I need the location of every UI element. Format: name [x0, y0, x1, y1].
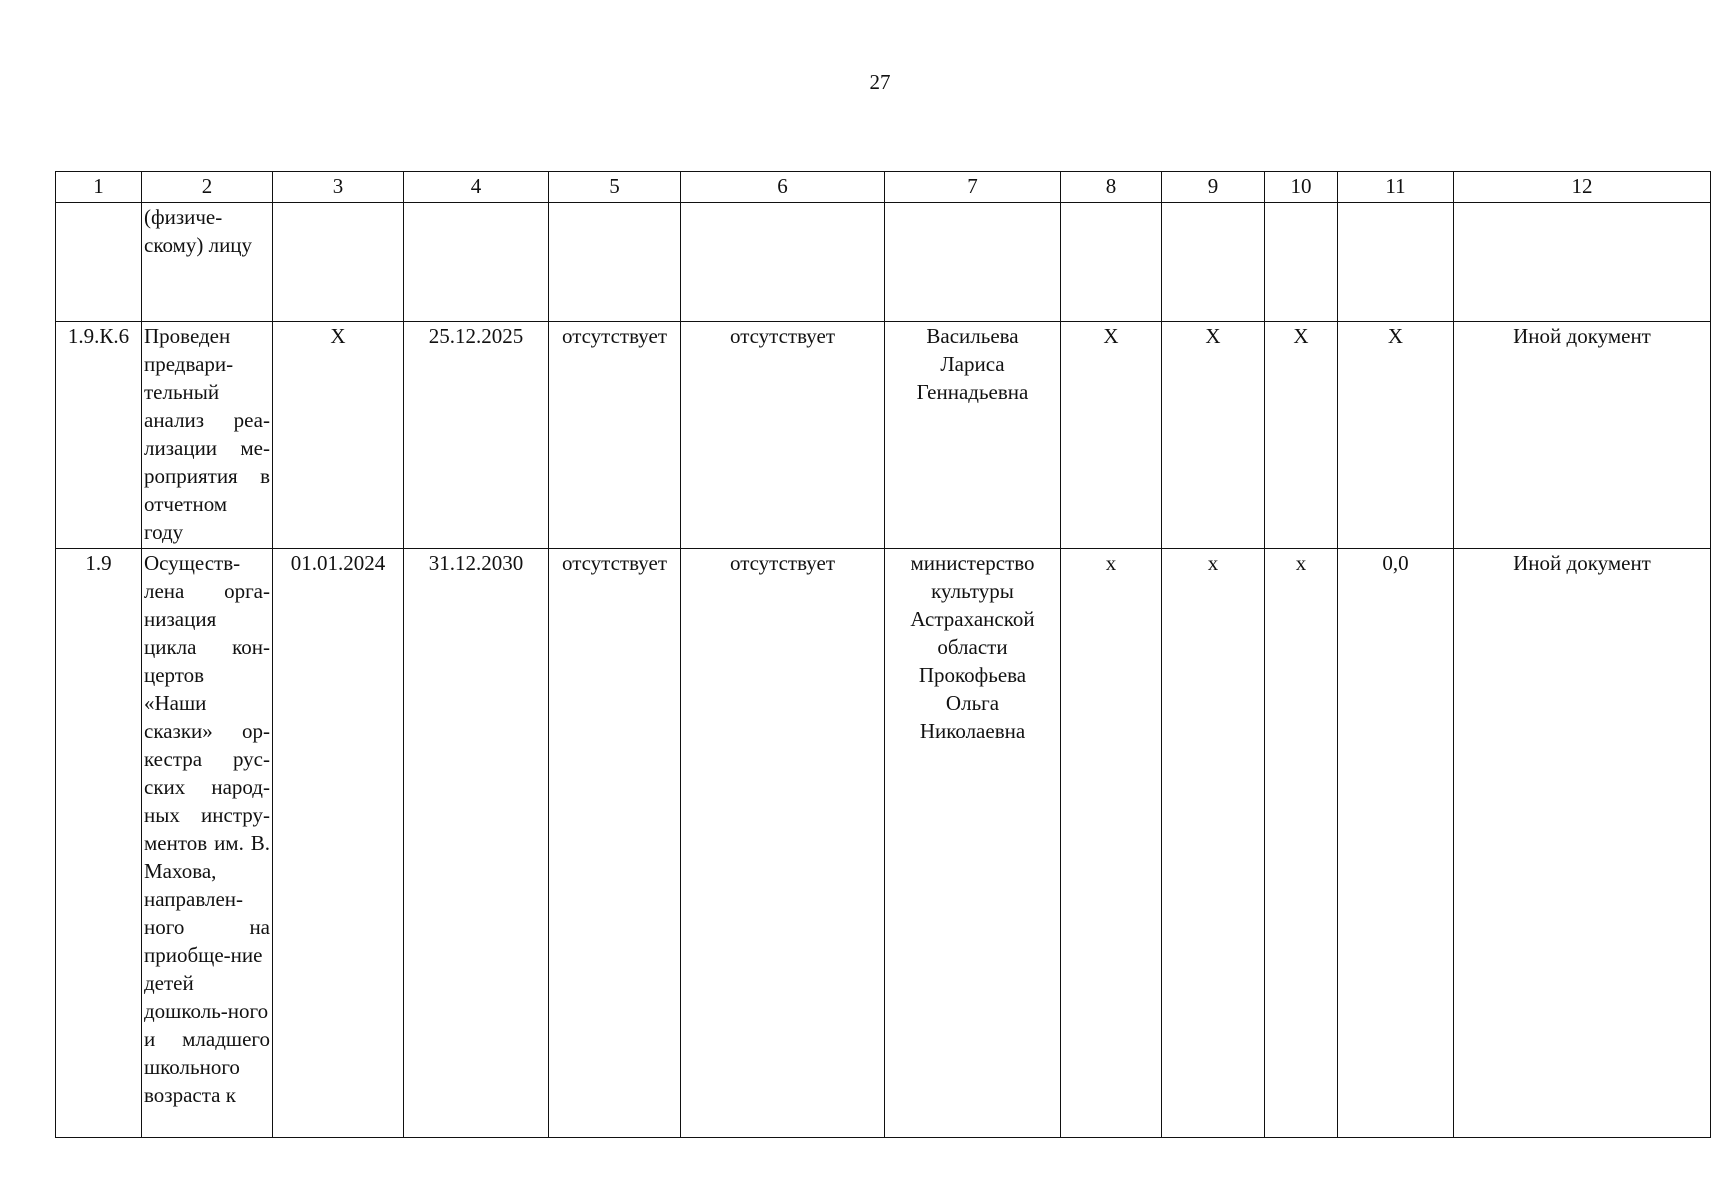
cell-9: Х: [1162, 322, 1265, 549]
cell-10: Х: [1265, 322, 1338, 549]
column-number: 6: [681, 172, 885, 203]
cell-9: [1162, 203, 1265, 322]
start-date-cell: Х: [273, 322, 404, 549]
document-type-cell: Иной документ: [1454, 322, 1711, 549]
cell-8: [1061, 203, 1162, 322]
start-date-cell: [273, 203, 404, 322]
column-number: 11: [1338, 172, 1454, 203]
event-description-cell: Проведен предвари-тельный анализ реа-лизации ме-роприятия в отчетном году: [142, 322, 273, 549]
column-number: 4: [404, 172, 549, 203]
responsible-cell: [885, 203, 1061, 322]
start-date-cell: 01.01.2024: [273, 549, 404, 1138]
cell-6: отсутствует: [681, 322, 885, 549]
cell-11: Х: [1338, 322, 1454, 549]
cell-5: отсутствует: [549, 549, 681, 1138]
data-table: [55, 171, 1711, 1138]
cell-11: [1338, 203, 1454, 322]
table-row: [56, 549, 1711, 1138]
end-date-cell: 31.12.2030: [404, 549, 549, 1138]
table-row: [56, 322, 1711, 549]
column-number: 9: [1162, 172, 1265, 203]
event-description-cell: (физиче- скому) лицу: [142, 203, 273, 322]
cell-11: 0,0: [1338, 549, 1454, 1138]
end-date-cell: 25.12.2025: [404, 322, 549, 549]
page-number: 27: [869, 70, 891, 94]
cell-8: Х: [1061, 322, 1162, 549]
column-number: 10: [1265, 172, 1338, 203]
cell-10: х: [1265, 549, 1338, 1138]
row-code-cell: 1.9: [56, 549, 142, 1138]
document-type-cell: Иной документ: [1454, 549, 1711, 1138]
column-number: 7: [885, 172, 1061, 203]
row-code-cell: [56, 203, 142, 322]
row-code-cell: 1.9.К.6: [56, 322, 142, 549]
column-number: 1: [56, 172, 142, 203]
table-row: [56, 203, 1711, 322]
cell-8: х: [1061, 549, 1162, 1138]
cell-5: отсутствует: [549, 322, 681, 549]
column-number: 12: [1454, 172, 1711, 203]
cell-9: х: [1162, 549, 1265, 1138]
cell-10: [1265, 203, 1338, 322]
table-header-row: [56, 172, 1711, 203]
responsible-cell: министерство культуры Астраханской области Прокофьева Ольга Николаевна: [885, 549, 1061, 1138]
column-number: 3: [273, 172, 404, 203]
cell-6: отсутствует: [681, 549, 885, 1138]
event-description-cell: Осуществ-лена орга-низация цикла кон-цертов «Наши сказки» ор-кестра рус-ских народ-ных инстру-ментов им. В. Махова, направлен-ного на приобще-ние детей дошколь-ного и младшего школьного возраста к: [142, 549, 273, 1138]
cell-5: [549, 203, 681, 322]
end-date-cell: [404, 203, 549, 322]
cell-6: [681, 203, 885, 322]
document-type-cell: [1454, 203, 1711, 322]
column-number: 8: [1061, 172, 1162, 203]
column-number: 2: [142, 172, 273, 203]
responsible-cell: Васильева Лариса Геннадьевна: [885, 322, 1061, 549]
column-number: 5: [549, 172, 681, 203]
